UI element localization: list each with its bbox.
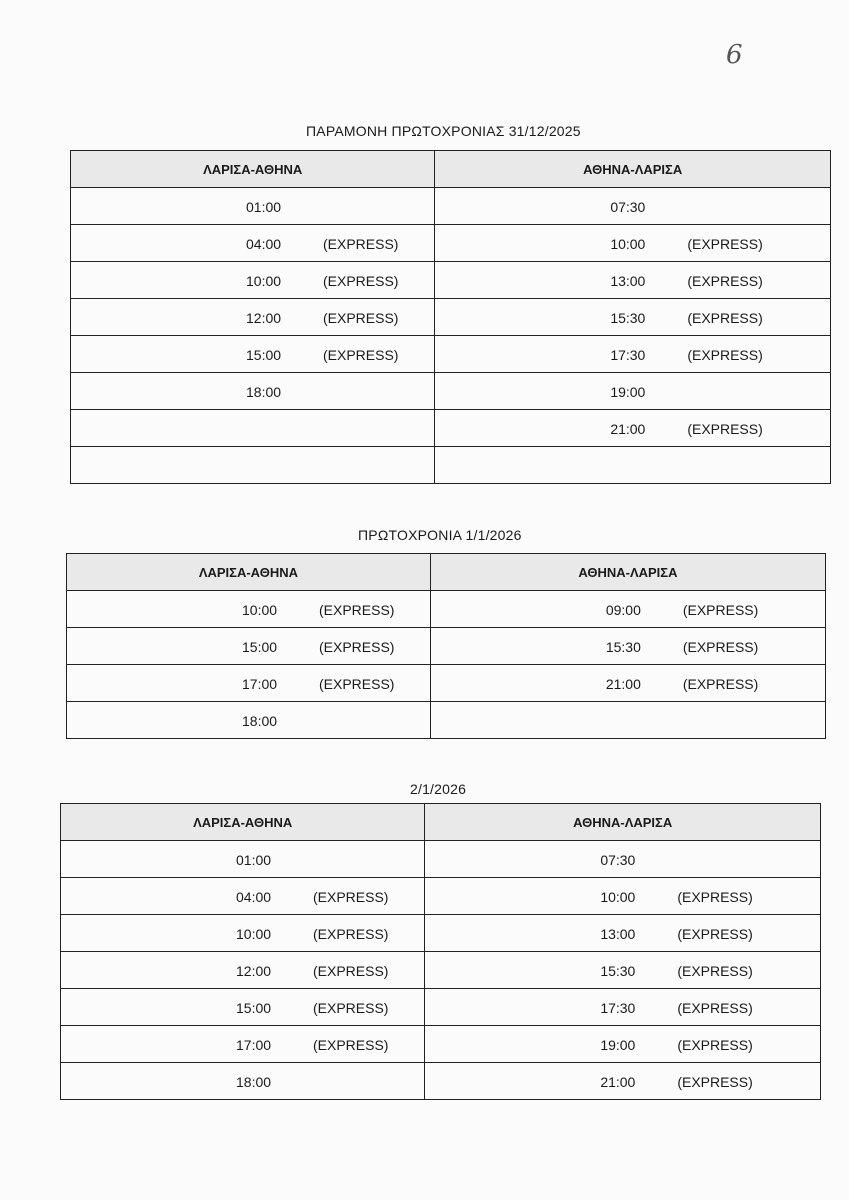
table-row: [61, 840, 820, 877]
service-type: (EXPRESS): [687, 273, 763, 289]
column-header: [61, 804, 425, 840]
table-row: [71, 224, 830, 261]
service-type: (EXPRESS): [319, 639, 395, 655]
table-row: [61, 951, 820, 988]
cell-larisa-athina: [71, 373, 435, 409]
departure-time: 13:00: [600, 926, 636, 942]
column-header: [431, 554, 825, 590]
table-row: [71, 261, 830, 298]
service-type: (EXPRESS): [677, 1037, 753, 1053]
service-type: (EXPRESS): [323, 310, 399, 326]
table-row: [67, 627, 825, 664]
table-row: [71, 409, 830, 446]
column-header: [425, 804, 820, 840]
departure-time: 10:00: [236, 926, 272, 942]
cell-larisa-athina: [61, 841, 425, 877]
cell-athina-larisa: [435, 262, 830, 298]
table-row: [71, 187, 830, 224]
column-header-label: ΛΑΡΙΣΑ-ΑΘΗΝΑ: [198, 565, 298, 580]
service-type: (EXPRESS): [687, 347, 763, 363]
departure-time: 15:30: [600, 963, 636, 979]
service-type: (EXPRESS): [323, 347, 399, 363]
departure-time: 12:00: [246, 310, 282, 326]
column-header: [435, 151, 830, 187]
section-title: ΠΑΡΑΜΟΝΗ ΠΡΩΤΟΧΡΟΝΙΑΣ 31/12/2025: [306, 123, 581, 139]
table-row: [61, 1062, 820, 1099]
departure-time: 09:00: [605, 602, 641, 618]
departure-time: 15:30: [605, 639, 641, 655]
departure-time: 17:00: [236, 1037, 272, 1053]
cell-larisa-athina: [67, 665, 431, 701]
column-header-label: ΑΘΗΝΑ-ΛΑΡΙΣΑ: [578, 565, 678, 580]
cell-athina-larisa: [425, 1026, 820, 1062]
cell-athina-larisa: [425, 952, 820, 988]
service-type: (EXPRESS): [313, 1000, 389, 1016]
departure-time: 13:00: [610, 273, 646, 289]
service-type: (EXPRESS): [682, 676, 759, 692]
service-type: (EXPRESS): [319, 602, 395, 618]
cell-athina-larisa: [435, 447, 830, 483]
departure-time: 15:00: [242, 639, 278, 655]
table-row: [67, 664, 825, 701]
column-header-label: ΑΘΗΝΑ-ΛΑΡΙΣΑ: [583, 162, 683, 177]
cell-larisa-athina: [71, 299, 435, 335]
service-type: (EXPRESS): [677, 1074, 753, 1090]
departure-time: 10:00: [246, 273, 282, 289]
cell-athina-larisa: [431, 702, 825, 738]
cell-athina-larisa: [425, 1063, 820, 1099]
cell-athina-larisa: [435, 188, 830, 224]
table-header-row: [61, 804, 820, 840]
departure-time: 17:00: [242, 676, 278, 692]
page-number: 6: [726, 40, 743, 70]
table-row: [61, 914, 820, 951]
service-type: (EXPRESS): [323, 236, 399, 252]
section-title: 2/1/2026: [410, 781, 467, 797]
departure-time: 10:00: [610, 236, 646, 252]
departure-time: 21:00: [610, 421, 646, 437]
table-header-row: [71, 151, 830, 187]
cell-athina-larisa: [425, 841, 820, 877]
column-header: [71, 151, 435, 187]
cell-larisa-athina: [61, 1063, 425, 1099]
departure-time: 10:00: [600, 889, 636, 905]
column-header-label: ΑΘΗΝΑ-ΛΑΡΙΣΑ: [573, 815, 673, 830]
cell-larisa-athina: [61, 915, 425, 951]
cell-larisa-athina: [67, 628, 431, 664]
departure-time: 07:30: [600, 852, 636, 868]
cell-athina-larisa: [425, 878, 820, 914]
departure-time: 15:00: [236, 1000, 272, 1016]
schedule-table: [60, 803, 821, 1100]
service-type: (EXPRESS): [677, 1000, 753, 1016]
cell-larisa-athina: [71, 225, 435, 261]
departure-time: 17:30: [610, 347, 646, 363]
service-type: (EXPRESS): [687, 421, 763, 437]
table-row: [61, 877, 820, 914]
cell-athina-larisa: [435, 299, 830, 335]
cell-larisa-athina: [71, 447, 435, 483]
departure-time: 18:00: [246, 384, 282, 400]
departure-time: 18:00: [236, 1074, 272, 1090]
column-header: [67, 554, 431, 590]
cell-larisa-athina: [71, 188, 435, 224]
cell-athina-larisa: [435, 373, 830, 409]
cell-athina-larisa: [431, 628, 825, 664]
cell-larisa-athina: [71, 262, 435, 298]
table-row: [71, 298, 830, 335]
service-type: (EXPRESS): [319, 676, 395, 692]
departure-time: 19:00: [610, 384, 646, 400]
service-type: (EXPRESS): [682, 602, 759, 618]
table-row: [67, 701, 825, 738]
column-header-label: ΛΑΡΙΣΑ-ΑΘΗΝΑ: [193, 815, 293, 830]
service-type: (EXPRESS): [677, 889, 753, 905]
departure-time: 21:00: [605, 676, 641, 692]
cell-larisa-athina: [71, 336, 435, 372]
departure-time: 01:00: [236, 852, 272, 868]
service-type: (EXPRESS): [687, 236, 763, 252]
schedule-table: [66, 553, 826, 739]
column-header-label: ΛΑΡΙΣΑ-ΑΘΗΝΑ: [203, 162, 303, 177]
cell-athina-larisa: [435, 225, 830, 261]
cell-larisa-athina: [61, 878, 425, 914]
departure-time: 18:00: [242, 713, 278, 729]
table-header-row: [67, 554, 825, 590]
table-row: [61, 1025, 820, 1062]
table-row: [71, 446, 830, 483]
service-type: (EXPRESS): [313, 926, 389, 942]
table-row: [61, 988, 820, 1025]
schedule-table: [70, 150, 831, 484]
cell-athina-larisa: [425, 915, 820, 951]
departure-time: 07:30: [610, 199, 646, 215]
service-type: (EXPRESS): [313, 889, 389, 905]
section-title: ΠΡΩΤΟΧΡΟΝΙΑ 1/1/2026: [358, 527, 522, 543]
table-row: [71, 372, 830, 409]
departure-time: 04:00: [246, 236, 282, 252]
cell-larisa-athina: [61, 989, 425, 1025]
cell-athina-larisa: [435, 410, 830, 446]
service-type: (EXPRESS): [677, 926, 753, 942]
departure-time: 15:30: [610, 310, 646, 326]
service-type: (EXPRESS): [682, 639, 759, 655]
cell-athina-larisa: [431, 591, 825, 627]
departure-time: 21:00: [600, 1074, 636, 1090]
cell-larisa-athina: [71, 410, 435, 446]
cell-athina-larisa: [435, 336, 830, 372]
departure-time: 12:00: [236, 963, 272, 979]
departure-time: 04:00: [236, 889, 272, 905]
cell-larisa-athina: [61, 1026, 425, 1062]
departure-time: 10:00: [242, 602, 278, 618]
service-type: (EXPRESS): [323, 273, 399, 289]
cell-larisa-athina: [67, 702, 431, 738]
departure-time: 15:00: [246, 347, 282, 363]
departure-time: 17:30: [600, 1000, 636, 1016]
service-type: (EXPRESS): [313, 963, 389, 979]
service-type: (EXPRESS): [687, 310, 763, 326]
cell-larisa-athina: [61, 952, 425, 988]
departure-time: 01:00: [246, 199, 282, 215]
table-row: [71, 335, 830, 372]
cell-athina-larisa: [431, 665, 825, 701]
cell-larisa-athina: [67, 591, 431, 627]
service-type: (EXPRESS): [677, 963, 753, 979]
cell-athina-larisa: [425, 989, 820, 1025]
departure-time: 19:00: [600, 1037, 636, 1053]
table-row: [67, 590, 825, 627]
service-type: (EXPRESS): [313, 1037, 389, 1053]
